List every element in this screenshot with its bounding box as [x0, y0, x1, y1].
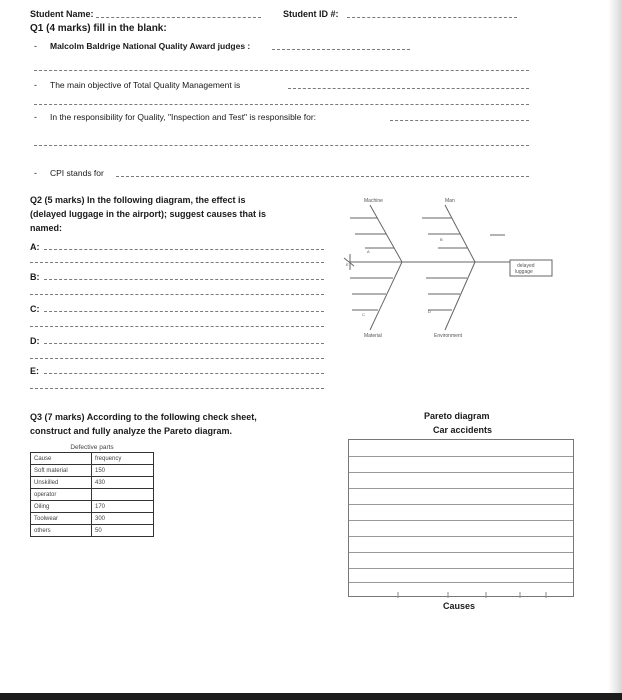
cause-cell: operator: [31, 489, 92, 501]
student-id-blank[interactable]: [347, 17, 517, 18]
header-frequency: frequency: [92, 453, 154, 465]
cause-cell: Oiling: [31, 501, 92, 513]
q2-answer-d[interactable]: [44, 343, 324, 344]
q1-item-4: CPI stands for: [50, 168, 104, 178]
pareto-gridline: [349, 472, 573, 473]
pareto-gridline: [349, 520, 573, 521]
fishbone-letter-b: B: [440, 237, 443, 242]
q1-answer-2[interactable]: [288, 88, 529, 89]
fishbone-letter-a: A: [367, 249, 370, 254]
header-cause: Cause: [31, 453, 92, 465]
pareto-gridline: [349, 488, 573, 489]
q2-answer-a[interactable]: [44, 249, 324, 250]
pareto-gridline: [349, 456, 573, 457]
q1-bullet: -: [34, 80, 37, 90]
check-sheet-title: Defective parts: [70, 443, 114, 451]
table-row: [31, 501, 154, 513]
q2-answer-c[interactable]: [44, 311, 324, 312]
q3-title-line-1: Q3 (7 marks) According to the following check sheet,: [30, 412, 257, 422]
student-id-label: Student ID #:: [283, 9, 339, 19]
fishbone-diagram: [330, 190, 560, 340]
fishbone-label-machine: Machine: [364, 198, 383, 204]
cause-cell: Toolwear: [31, 513, 92, 525]
q2-answer-label-e: E:: [30, 366, 39, 376]
q1-answer-3-line-2[interactable]: [34, 145, 529, 146]
fishbone-effect-line-1: delayed: [517, 263, 535, 269]
pareto-x-label: Causes: [443, 601, 476, 611]
pareto-gridline: [349, 582, 573, 583]
cause-cell: Unskilled: [31, 477, 92, 489]
fishbone-letter-d: D: [428, 309, 431, 314]
q1-title: Q1 (4 marks) fill in the blank:: [30, 23, 167, 34]
pareto-subtitle: Car accidents: [433, 425, 493, 435]
q2-answer-b-line-2[interactable]: [30, 294, 324, 295]
fishbone-letter-e: E: [346, 262, 349, 267]
frequency-cell: 150: [92, 465, 154, 477]
pareto-gridline: [349, 504, 573, 505]
fishbone-letter-c: C: [362, 312, 365, 317]
q2-answer-b[interactable]: [44, 279, 324, 280]
student-name-blank[interactable]: [96, 17, 261, 18]
cause-cell: Soft material: [31, 465, 92, 477]
student-name-label: Student Name:: [30, 9, 94, 19]
fishbone-label-material: Material: [364, 333, 382, 339]
q1-answer-1[interactable]: [272, 49, 410, 50]
fishbone-bone-material: [370, 262, 402, 330]
frequency-cell: 50: [92, 525, 154, 537]
q2-answer-d-line-2[interactable]: [30, 358, 324, 359]
q1-item-2: The main objective of Total Quality Management is: [50, 80, 241, 90]
pareto-grid[interactable]: [348, 439, 574, 597]
q2-answer-label-a: A:: [30, 242, 40, 252]
q2-title-line-1: Q2 (5 marks) In the following diagram, the effect is: [30, 195, 246, 205]
frequency-cell: 170: [92, 501, 154, 513]
q2-answer-a-line-2[interactable]: [30, 262, 324, 263]
fishbone-bone-environment: [445, 262, 475, 330]
q2-answer-label-b: B:: [30, 272, 40, 282]
frequency-cell: [92, 489, 154, 501]
q1-answer-2-line-2[interactable]: [34, 104, 529, 105]
frequency-cell: 300: [92, 513, 154, 525]
bottom-bar: [0, 693, 622, 700]
check-sheet-table: [30, 442, 154, 537]
table-row: [31, 513, 154, 525]
q2-answer-e-line-2[interactable]: [30, 388, 324, 389]
fishbone-label-man: Man: [445, 198, 455, 204]
q1-bullet: -: [34, 112, 37, 122]
q3-title-line-2: construct and fully analyze the Pareto diagram.: [30, 426, 233, 436]
q1-bullet: -: [34, 168, 37, 178]
table-row: [31, 465, 154, 477]
cause-cell: others: [31, 525, 92, 537]
table-row: [31, 525, 154, 537]
q2-answer-label-c: C:: [30, 304, 40, 314]
table-row: [31, 477, 154, 489]
q1-item-3: In the responsibility for Quality, "Inspection and Test" is responsible for:: [50, 112, 317, 122]
q2-answer-c-line-2[interactable]: [30, 326, 324, 327]
q1-answer-3[interactable]: [390, 120, 529, 121]
q2-title-line-2: (delayed luggage in the airport); suggest causes that is: [30, 209, 267, 219]
q1-item-1: Malcolm Baldrige National Quality Award judges :: [50, 41, 251, 51]
fishbone-label-environment: Environment: [434, 333, 463, 339]
pareto-gridline: [349, 568, 573, 569]
q2-answer-label-d: D:: [30, 336, 40, 346]
pareto-gridline: [349, 536, 573, 537]
q2-title-line-3: named:: [30, 223, 63, 233]
fishbone-effect-line-2: luggage: [515, 269, 533, 275]
pareto-title: Pareto diagram: [424, 411, 490, 421]
q1-answer-1-line-2[interactable]: [34, 70, 529, 71]
table-row: [31, 489, 154, 501]
q1-answer-4[interactable]: [116, 176, 529, 177]
frequency-cell: 430: [92, 477, 154, 489]
table-row: [31, 453, 154, 465]
pareto-gridline: [349, 552, 573, 553]
q2-answer-e[interactable]: [44, 373, 324, 374]
q1-bullet: -: [34, 41, 37, 51]
right-page-shadow: [608, 0, 622, 700]
